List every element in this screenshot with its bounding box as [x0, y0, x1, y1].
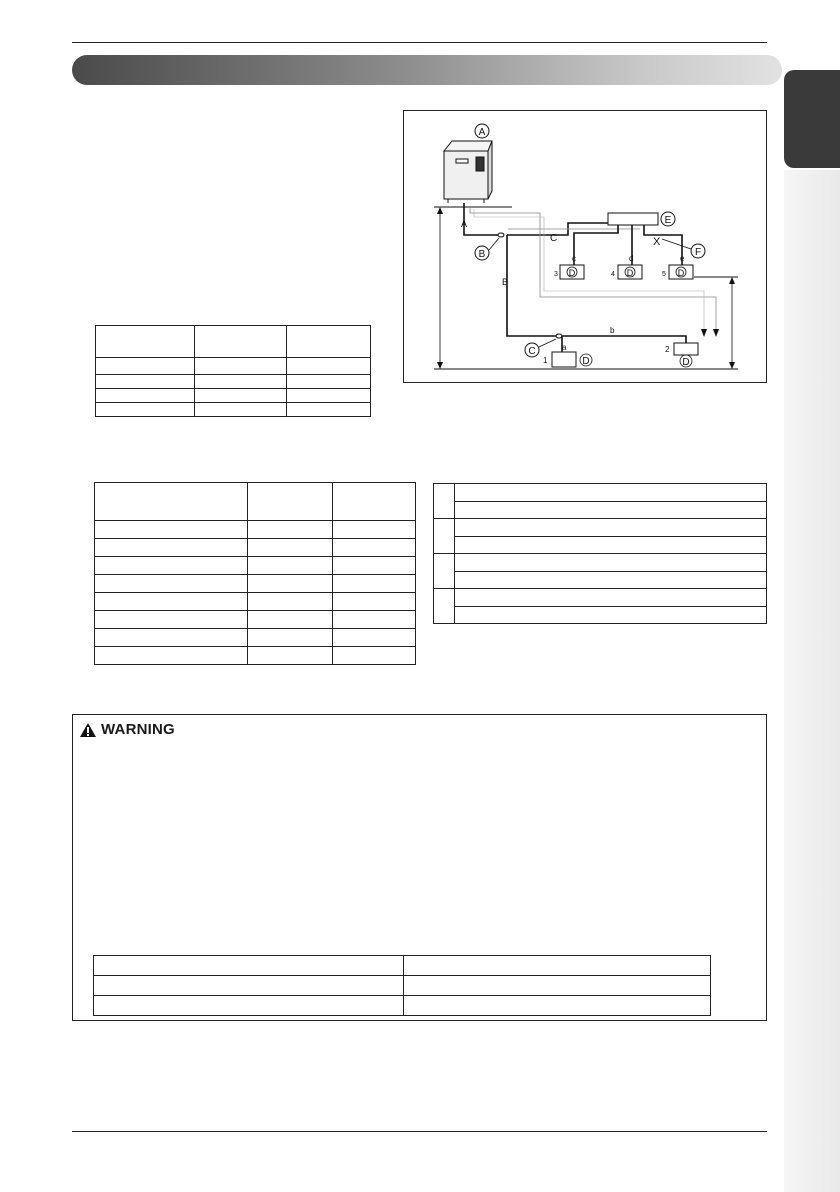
pipe-e-branch	[644, 225, 682, 265]
callout-a-label: A	[478, 127, 486, 138]
pipe-b-small	[562, 336, 686, 343]
warning-title: WARNING	[101, 721, 175, 738]
unit-label-d-5: D	[677, 268, 685, 278]
table-row	[434, 589, 767, 607]
unit-number-1: 1	[543, 356, 548, 365]
table-row	[95, 521, 416, 539]
warning-table	[93, 955, 711, 1016]
closed-end-x: X	[653, 236, 661, 248]
warning-box	[72, 714, 767, 1021]
unit-number-5: 5	[662, 271, 666, 278]
table-row	[95, 557, 416, 575]
unit-label-d-2: D	[682, 357, 690, 368]
table-row	[95, 539, 416, 557]
table-row	[434, 607, 767, 624]
table-lower-left	[94, 482, 416, 665]
pipe-c-branch	[574, 225, 618, 265]
callout-b-label: B	[478, 249, 486, 260]
table-row	[434, 572, 767, 589]
piping-diagram	[403, 110, 767, 383]
table-row	[95, 593, 416, 611]
unit-number-4: 4	[611, 271, 615, 278]
unit-number-3: 3	[554, 271, 558, 278]
table-row	[95, 483, 416, 521]
pipe-label-a: A	[461, 219, 468, 229]
callout-f-label: F	[694, 247, 702, 258]
indoor-unit-2	[674, 343, 698, 355]
unit-label-d-1: D	[582, 356, 590, 367]
unit-label-d-3: D	[568, 268, 576, 278]
outdoor-unit	[444, 141, 492, 203]
table-upper-left	[95, 325, 371, 417]
footer-rule	[72, 1131, 767, 1132]
table-row	[96, 326, 371, 358]
table-row	[94, 996, 711, 1016]
table-row	[96, 375, 371, 389]
table-row	[434, 519, 767, 537]
pipe-label-b-small: b	[610, 326, 615, 335]
pipe-label-a-small: a	[562, 343, 567, 352]
section-title-bar	[72, 55, 782, 85]
pipe-label-c-small: c	[572, 254, 576, 263]
pipe-label-e: e	[680, 254, 685, 263]
table-row	[95, 611, 416, 629]
table-lower-right	[433, 483, 767, 624]
branch-joint-b	[498, 233, 504, 237]
language-tab[interactable]	[784, 70, 840, 168]
pipe-label-c: C	[550, 233, 558, 244]
table-row	[95, 575, 416, 593]
table-row	[94, 976, 711, 996]
unit-label-d-4: D	[626, 268, 634, 278]
warning-triangle-icon	[79, 722, 97, 738]
header-rule	[72, 42, 767, 43]
indoor-unit-1	[552, 352, 576, 367]
table-row	[96, 403, 371, 417]
table-row	[96, 358, 371, 375]
table-row	[434, 554, 767, 572]
warning-heading	[79, 721, 175, 738]
table-row	[94, 956, 711, 976]
table-row	[96, 389, 371, 403]
branch-joint-c	[556, 334, 562, 338]
table-row	[95, 647, 416, 665]
unit-number-2: 2	[665, 345, 670, 354]
pipe-label-b: B	[502, 277, 509, 287]
table-row	[434, 537, 767, 554]
table-row	[434, 484, 767, 502]
table-row	[95, 629, 416, 647]
page-edge	[784, 170, 840, 1192]
callout-c-label: C	[528, 346, 536, 357]
pipe-label-d: d	[629, 254, 634, 263]
pipe-b	[507, 235, 556, 336]
header-e	[608, 213, 658, 225]
callout-e-label: E	[664, 215, 672, 226]
table-row	[434, 502, 767, 519]
piping-diagram-svg	[404, 111, 766, 382]
